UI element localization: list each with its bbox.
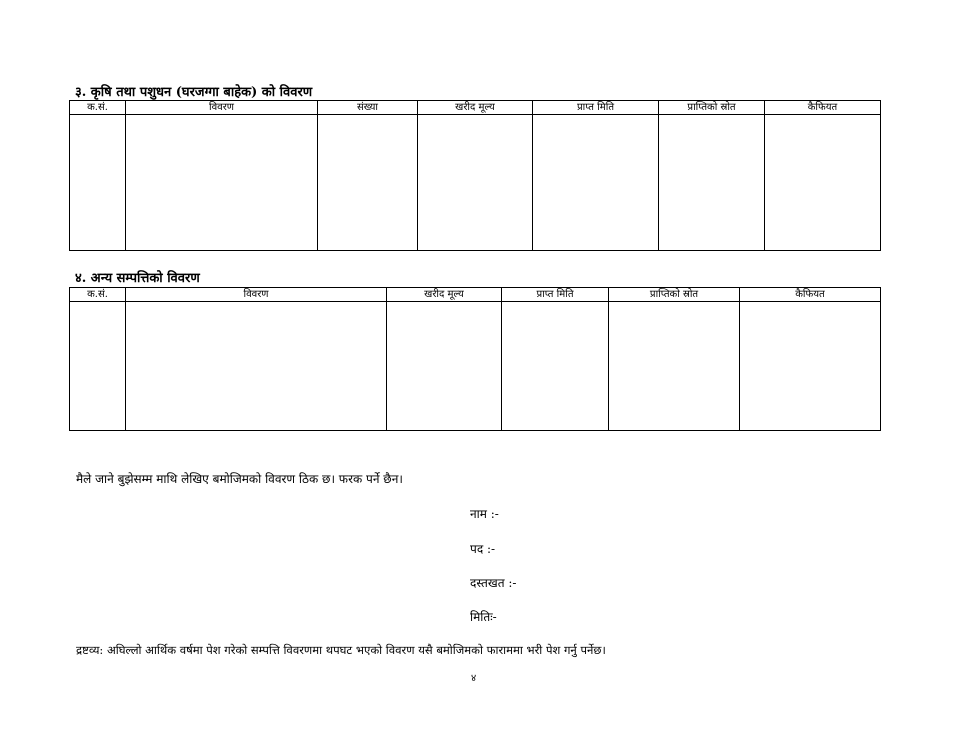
section-3-title: ३. कृषि तथा पशुधन (घरजग्गा बाहेक) को विवरण: [75, 85, 313, 100]
cell-remarks[interactable]: [740, 302, 881, 431]
col-purchase-value: खरीद मूल्य: [387, 288, 502, 302]
col-description: विवरण: [126, 288, 387, 302]
table-header-row: [70, 101, 881, 115]
cell-quantity[interactable]: [318, 115, 418, 251]
col-source: प्राप्तिको स्रोत: [609, 288, 740, 302]
agriculture-livestock-table: [69, 100, 881, 251]
col-serial: क.सं.: [70, 101, 126, 115]
cell-description[interactable]: [126, 302, 387, 431]
col-remarks: कैफियत: [740, 288, 881, 302]
table-row: [70, 115, 881, 251]
cell-description[interactable]: [126, 115, 318, 251]
table-row: [70, 302, 881, 431]
date-label: मितिः-: [470, 610, 497, 624]
col-source: प्राप्तिको स्रोत: [659, 101, 765, 115]
col-purchase-value: खरीद मूल्य: [418, 101, 533, 115]
cell-purchase-value[interactable]: [418, 115, 533, 251]
signature-label: दस्तखत :-: [470, 576, 517, 590]
cell-acquired-date[interactable]: [533, 115, 659, 251]
col-description: विवरण: [126, 101, 318, 115]
other-assets-table: [69, 287, 881, 431]
cell-serial[interactable]: [70, 302, 126, 431]
note-text: द्रष्टव्य: अघिल्लो आर्थिक वर्षमा पेश गरेको सम्पत्ति विवरणमा थपघट भएको विवरण यसै बमोजिमको फाराममा भरी पेश गर्नु पर्नेछ।: [76, 643, 606, 657]
col-acquired-date: प्राप्त मिति: [533, 101, 659, 115]
post-label: पद :-: [470, 542, 496, 556]
table-header-row: [70, 288, 881, 302]
cell-purchase-value[interactable]: [387, 302, 502, 431]
page-number: ४: [471, 673, 477, 684]
declaration-text: मैले जाने बुझेसम्म माथि लेखिए बमोजिमको विवरण ठिक छ। फरक पर्ने छैन।: [76, 472, 403, 486]
col-acquired-date: प्राप्त मिति: [502, 288, 609, 302]
cell-acquired-date[interactable]: [502, 302, 609, 431]
cell-source[interactable]: [609, 302, 740, 431]
col-serial: क.सं.: [70, 288, 126, 302]
col-quantity: संख्या: [318, 101, 418, 115]
col-remarks: कैफियत: [765, 101, 881, 115]
name-label: नाम :-: [470, 507, 499, 521]
section-4-title: ४. अन्य सम्पत्तिको विवरण: [75, 271, 200, 286]
cell-serial[interactable]: [70, 115, 126, 251]
cell-remarks[interactable]: [765, 115, 881, 251]
cell-source[interactable]: [659, 115, 765, 251]
